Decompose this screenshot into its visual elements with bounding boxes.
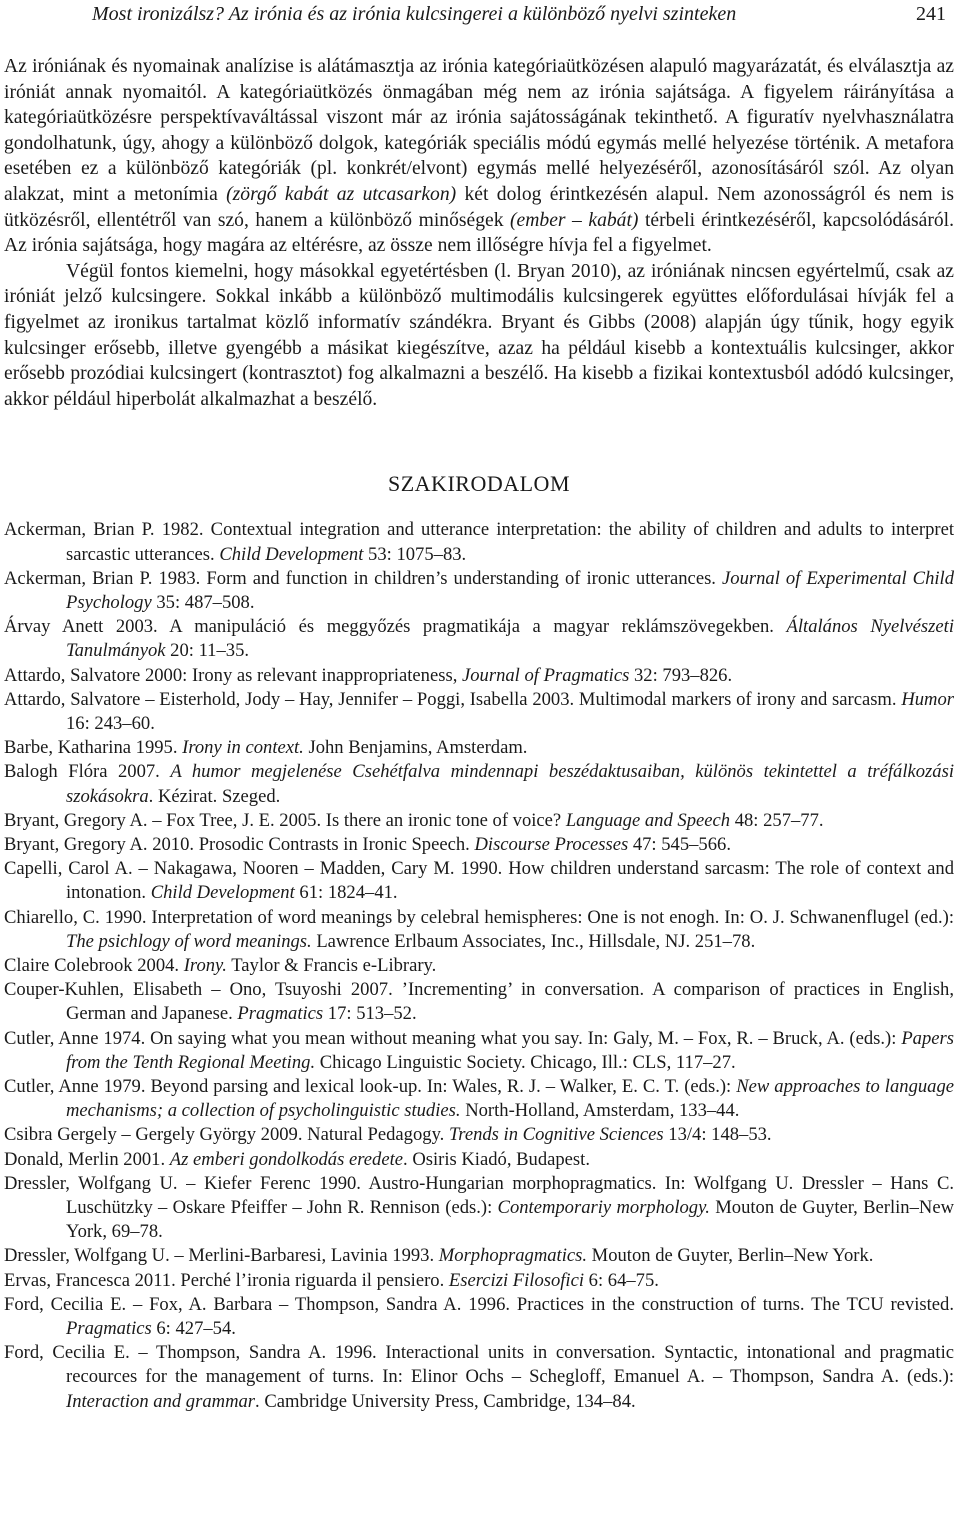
italic-text: Trends in Cognitive Sciences (448, 1124, 664, 1146)
page-number: 241 (916, 3, 946, 25)
text-run: Donald, Merlin 2001. (4, 1148, 170, 1170)
paragraph (4, 259, 954, 413)
text-run: 35: 487–508. (151, 591, 255, 613)
section-heading: SZAKIRODALOM (388, 471, 570, 497)
text-run: Ackerman, Brian P. 1983. Form and function in children’s understanding of ironic utterances. (4, 567, 723, 589)
reference-entry (4, 906, 954, 954)
italic-text: (ember – kabát) (510, 209, 639, 231)
text-run: Chicago Linguistic Society. Chicago, Ill.: CLS, 117–27. (315, 1051, 736, 1073)
reference-entry (4, 1027, 954, 1075)
reference-entry (4, 1293, 954, 1341)
text-run: 6: 64–75. (584, 1269, 659, 1291)
italic-text: Morphopragmatics. (438, 1245, 588, 1267)
italic-text: Discourse Processes (474, 833, 629, 855)
text-run: Végül fontos kiemelni, hogy másokkal egyetértésben (l. Bryan 2010), az iróniának nincsen egyértelmű, csak az iróniát jelző kulcsingere. Sokkal inkább a különböző multimodális kulcsingerek együttes előfordulásai hívják fel a figyelmet az ironikus tartalmat közlő informatív szándékra. Bryant és Gibbs (2008) alapján úgy tűnik, hogy egyik kulcsinger erősebb, illetve gyengébb a másikat kiegészítve, azaz ha például kisebb a kontextuális kulcsinger, akkor erősebb prozódiai kulcsingert (kontrasztot) fog alkalmazni a beszélő. Ha kisebb a fizikai kontextusból adódó kulcsinger, akkor például hiperbolát alkalmazhat a beszélő. (4, 260, 954, 410)
body-text (4, 54, 954, 412)
italic-text: Child Development (150, 882, 295, 904)
text-run: térbeli érintkezéséről, kapcsolódásáról. Az irónia sajátsága, hogy magára az eltérésre, az össze nem illőségre hívja fel a figyelmet. (4, 209, 954, 257)
italic-text: Journal of Pragmatics (462, 664, 630, 686)
text-run: North-Holland, Amsterdam, 133–44. (460, 1100, 740, 1122)
reference-entry (4, 1269, 954, 1293)
reference-entry (4, 1172, 954, 1245)
text-run: Capelli, Carol A. – Nakagawa, Nooren – Madden, Cary M. 1990. How children understand sarcasm: The role of context and intonation. (4, 858, 954, 904)
reference-entry (4, 567, 954, 615)
reference-entry (4, 760, 954, 808)
reference-entry (4, 857, 954, 905)
text-run: Ford, Cecilia E. – Thompson, Sandra A. 1996. Interactional units in conversation. Syntactic, intonational and pragmatic recources for the management of turns. In: Elinor Ochs – Schegloff, Emanuel A. – Thompson, Sandra A. (eds.): (4, 1342, 954, 1388)
text-run: Taylor & Francis e-Library. (226, 954, 437, 976)
text-run: Lawrence Erlbaum Associates, Inc., Hillsdale, NJ. 251–78. (311, 930, 756, 952)
text-run: 16: 243–60. (66, 712, 155, 734)
text-run: 53: 1075–83. (363, 543, 467, 565)
reference-entry (4, 1075, 954, 1123)
text-run: Dressler, Wolfgang U. – Merlini-Barbaresi, Lavinia 1993. (4, 1245, 439, 1267)
italic-text: (zörgő kabát az utcasarkon) (226, 183, 457, 205)
reference-entry (4, 688, 954, 736)
italic-text: A humor megjelenése Csehétfalva mindennapi beszédaktusaiban, különös tekintettel a tréfálkozási szokásokra (66, 761, 954, 807)
reference-list (4, 518, 954, 1414)
text-run: Mouton de Guyter, Berlin–New York, 69–78. (66, 1197, 955, 1243)
reference-entry (4, 809, 954, 833)
reference-entry (4, 615, 954, 663)
running-title: Most ironizálsz? Az irónia és az irónia kulcsingerei a különböző nyelvi szinteken (92, 3, 737, 25)
text-run: 6: 427–54. (151, 1318, 236, 1340)
text-run: Csibra Gergely – Gergely György 2009. Natural Pedagogy. (4, 1124, 449, 1146)
text-run: Az iróniának és nyomainak analízise is alátámasztja az irónia kategóriaütközésen alapuló magyarázatát, és elválasztja az iróniát annak nyomaitól. A kategóriaütközés önmagában még nem az irónia sajátsága. A figyelem ráirányítása a kategóriaütközésre perspektívaváltással viszont már az irónia sajátosságának tekinthető. A figuratív nyelvhasználatra gondolhatunk, úgy, ahogy a különböző dolgok, kategóriák speciális módú egymás mellé helyezése történik. A metafora esetében ez a különböző kategóriák (pl. konkrét/elvont) egymás mellé helyezéséről, azonosításáról szól. Az olyan alakzat, mint a metonímia (4, 56, 954, 205)
text-run: . Osiris Kiadó, Budapest. (403, 1148, 590, 1170)
text-run: 48: 257–77. (730, 809, 824, 831)
reference-entry (4, 978, 954, 1026)
text-run: 32: 793–826. (629, 664, 733, 686)
reference-entry (4, 833, 954, 857)
italic-text: Pragmatics (237, 1003, 324, 1025)
text-run: John Benjamins, Amsterdam. (303, 737, 528, 759)
reference-entry (4, 1148, 954, 1172)
reference-entry (4, 1244, 954, 1268)
italic-text: Esercizi Filosofici (448, 1269, 585, 1291)
reference-entry (4, 664, 954, 688)
text-run: Dressler, Wolfgang U. – Kiefer Ferenc 1990. Austro-Hungarian morphopragmatics. In: Wolfgang U. Dressler – Hans C. Luschützky – Oskare Pfeiffer – John R. Rennison (eds.): (4, 1172, 954, 1218)
text-run: 17: 513–52. (323, 1003, 417, 1025)
italic-text: Pragmatics (66, 1318, 152, 1340)
italic-text: Child Development (219, 543, 364, 565)
text-run: 47: 545–566. (628, 833, 731, 855)
text-run: Bryant, Gregory A. 2010. Prosodic Contrasts in Ironic Speech. (4, 833, 475, 855)
text-run: 13/4: 148–53. (663, 1124, 772, 1146)
text-run: Mouton de Guyter, Berlin–New York. (587, 1245, 874, 1267)
text-run: Bryant, Gregory A. – Fox Tree, J. E. 2005. Is there an ironic tone of voice? (4, 809, 566, 831)
italic-text: Irony. (183, 954, 227, 976)
text-run: Attardo, Salvatore 2000: Irony as relevant inappropriateness, (4, 664, 462, 686)
paragraph (4, 54, 954, 259)
text-run: Árvay Anett 2003. A manipuláció és meggyőzés pragmatikája a magyar reklámszövegekben. (4, 616, 787, 638)
text-run: Couper-Kuhlen, Elisabeth – Ono, Tsuyoshi 2007. ’Incrementing’ in conversation. A comparison of practices in English, German and Japanese. (4, 979, 954, 1025)
text-run: 20: 11–35. (165, 640, 250, 662)
text-run: Barbe, Katharina 1995. (4, 737, 183, 759)
italic-text: Humor (901, 688, 954, 710)
italic-text: Contemporariy morphology. (497, 1197, 710, 1218)
reference-entry (4, 954, 954, 978)
reference-entry (4, 518, 954, 566)
reference-entry (4, 1341, 954, 1414)
italic-text: Az emberi gondolkodás eredete (169, 1148, 404, 1170)
italic-text: Interaction and grammar (66, 1390, 256, 1412)
reference-entry (4, 1123, 954, 1147)
reference-entry (4, 736, 954, 760)
text-run: Claire Colebrook 2004. (4, 954, 184, 976)
text-run: Ford, Cecilia E. – Fox, A. Barbara – Thompson, Sandra A. 1996. Practices in the construction of turns. The TCU revisted. (4, 1293, 954, 1315)
text-run: két dolog érintkezésén alapul. Nem azonosságról és nem is ütközésről, ellentétről van szó, hanem a különböző minőségek (4, 183, 954, 231)
italic-text: Language and Speech (565, 809, 731, 831)
text-run: Cutler, Anne 1979. Beyond parsing and lexical look-up. In: Wales, R. J. – Walker, E. C. T. (eds.): (4, 1075, 737, 1097)
text-run: Attardo, Salvatore – Eisterhold, Jody – Hay, Jennifer – Poggi, Isabella 2003. Multimodal markers of irony and sarcasm. (4, 688, 902, 710)
text-run: Ackerman, Brian P. 1982. Contextual integration and utterance interpretation: the ability of children and adults to interpret sarcastic utterances. (4, 519, 954, 565)
running-head (4, 0, 954, 40)
text-run: . Kézirat. Szeged. (148, 785, 281, 807)
italic-text: Journal of Experimental Child Psychology (66, 567, 954, 613)
text-run: Balogh Flóra 2007. (4, 761, 171, 783)
italic-text: New approaches to language mechanisms; a collection of psycholinguistic studies. (66, 1075, 955, 1122)
italic-text: Általános Nyelvészeti Tanulmányok (66, 616, 954, 662)
italic-text: Irony in context. (182, 737, 304, 759)
text-run: Cutler, Anne 1974. On saying what you mean without meaning what you say. In: Galy, M. – Fox, R. – Bruck, A. (eds.): (4, 1027, 902, 1049)
italic-text: The psichlogy of word meanings. (66, 930, 312, 952)
text-run: 61: 1824–41. (294, 882, 398, 904)
text-run: Ervas, Francesca 2011. Perché l’ironia riguarda il pensiero. (4, 1269, 449, 1291)
text-run: . Cambridge University Press, Cambridge, 134–84. (255, 1390, 636, 1412)
italic-text: Papers from the Tenth Regional Meeting. (66, 1027, 954, 1073)
text-run: Chiarello, C. 1990. Interpretation of word meanings by celebral hemispheres: One is not enogh. In: O. J. Schwanenflugel (ed.): (4, 906, 954, 928)
